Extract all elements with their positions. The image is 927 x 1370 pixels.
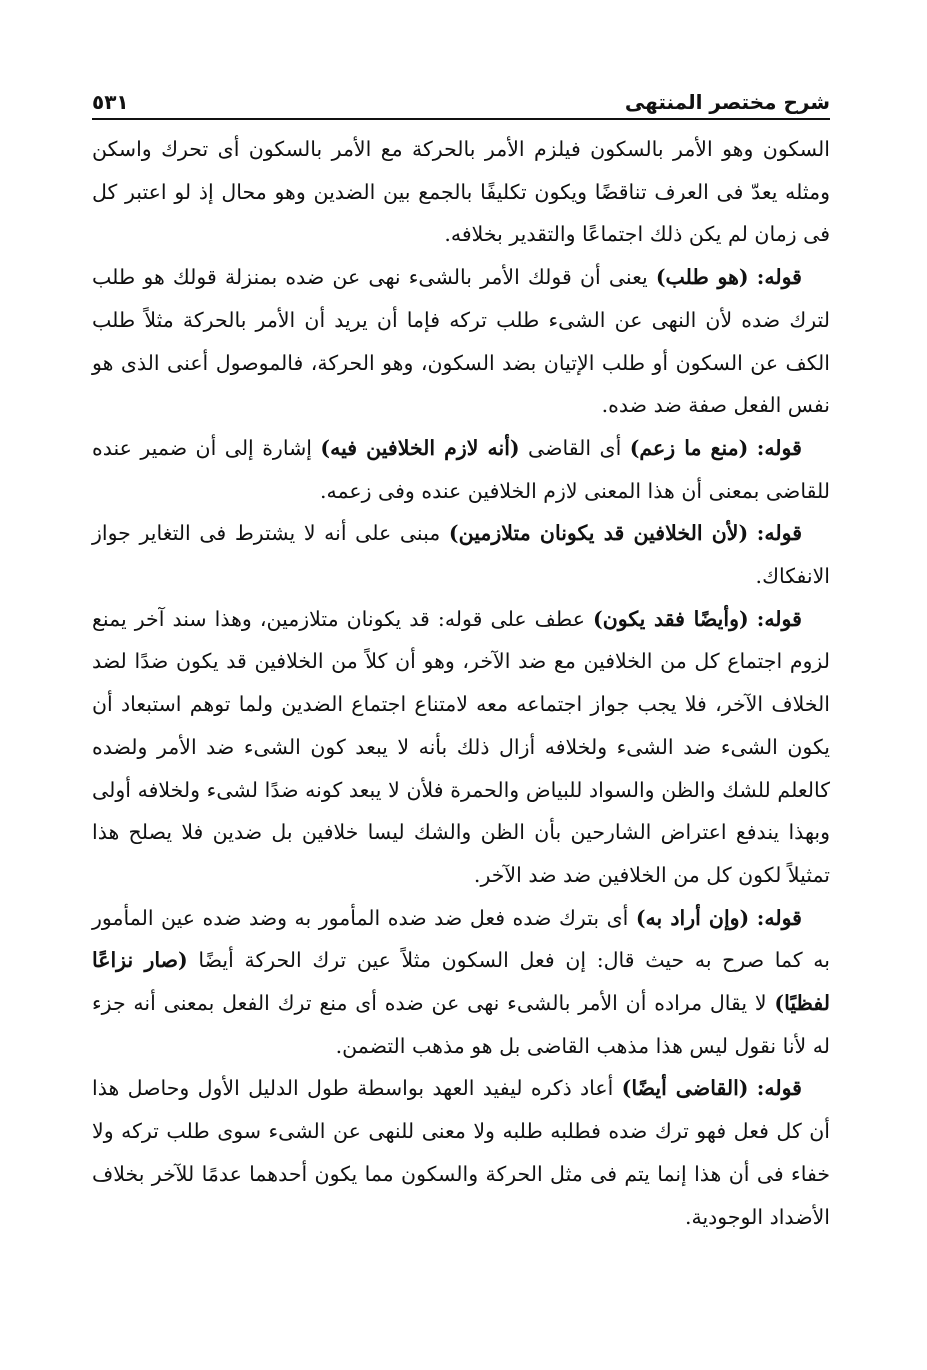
running-title: شرح مختصر المنتهى [624,90,830,114]
paragraph-text: مبنى على أنه لا يشترط فى التغاير جواز الانفكاك. [92,521,830,589]
paragraph-5 [92,598,830,897]
paragraph-1 [92,128,830,256]
paragraph-lead: قوله: [756,521,802,546]
paragraph-lead: قوله: [756,1076,802,1101]
paragraph-2 [92,256,830,427]
paragraph-text-2: إشارة إلى أن ضمير عنده للقاضى بمعنى أن هذا المعنى لازم الخلافين عنده وفى زعمه. [92,435,830,503]
paragraph-3 [92,427,830,512]
paragraph-6 [92,897,830,1068]
paragraph-text: أى بترك ضده فعل ضد ضده المأمور به وضد ضده عين المأمور به كما صرح به حيث قال: إن فعل السكون مثلاً عين ترك الحركة أيضًا [92,905,830,973]
paragraph-lead: قوله: [756,265,802,290]
paragraph-text: أى القاضى [528,435,622,460]
quoted-phrase: (القاضى أيضًا) [621,1076,749,1101]
book-page [92,84,830,1334]
paragraph-lead: قوله: [756,905,802,930]
quoted-phrase: (منع ما زعم) [629,435,749,460]
paragraph-lead: قوله: [756,606,802,631]
paragraph-text-2: لا يقال مراده أن الأمر بالشىء نهى عن ضده أى منع ترك الفعل بمعنى أنه جزء له لأنا نقول ليس هذا مذهب القاضى بل هو مذهب التضمن. [92,991,830,1058]
paragraph-lead: قوله: [756,435,802,460]
quoted-phrase-2: (أنه لازم الخلافين فيه) [320,435,520,460]
paragraph-4 [92,512,830,597]
page-number: ٥٣١ [92,90,129,114]
paragraph-text: يعنى أن قولك الأمر بالشىء نهى عن ضده بمنزلة قولك هو طلب لترك ضده لأن النهى عن الشىء طلب تركه فإما أن يريد أن الأمر بالحركة مثلاً طلب الكف عن السكون أو طلب الإتيان بضد السكون، وهو الحركة، فالموصول أعنى الذى هو نفس الفعل صفة ضد ضده. [92,265,830,418]
paragraph-7 [92,1067,830,1238]
paragraph-text: السكون وهو الأمر بالسكون فيلزم الأمر بالحركة مع الأمر بالسكون أى تحرك واسكن ومثله يعدّ فى العرف تناقضًا ويكون تكليفًا بالجمع بين الضدين وهو محال إذ لو اعتبر كل فى زمان لم يكن ذلك اجتماعًا والتقدير بخلافه. [92,137,830,247]
quoted-phrase: (وأيضًا فقد يكون) [593,606,749,631]
quoted-phrase-2: (صار نزاعًا لفظيًا) [92,948,830,1016]
quoted-phrase: (لأن الخلافين قد يكونان متلازمين) [448,521,749,546]
header-rule [92,118,830,120]
commentary-text [92,128,830,1238]
paragraph-text: أعاد ذكره ليفيد العهد بواسطة طول الدليل الأول وحاصل هذا أن كل فعل فهو ترك ضده فطلبه طلبه ولا معنى للنهى عن الشىء سوى طلب تركه ولا خفاء فى أن هذا إنما يتم فى مثل الحركة والسكون مما يكون أحدهما عدمًا للآخر بخلاف الأضداد الوجودية. [92,1076,830,1229]
running-header [92,84,830,118]
paragraph-text: عطف على قوله: قد يكونان متلازمين، وهذا سند آخر يمنع لزوم اجتماع كل من الخلافين مع ضد الآخر، وهو أن كلاً من الخلافين قد يكون ضدًا لضد الخلاف الآخر، فلا يجب جواز اجتماعه معه لامتناع اجتماع الضدين ولما توهم استبعاد أن يكون الشىء ضد الشىء ولخلافه أزال ذلك بأنه لا يبعد كون الشىء ضد الأمر ولضده كالعلم للشك والظن والسواد للبياض والحمرة فلأن لا يبعد كونه ضدًا لشىء ولخلافه أولى وبهذا يندفع اعتراض الشارحين بأن الظن والشك ليسا خلافين بل ضدين فلا يصلح هذا تمثيلاً لكون كل من الخلافين ضد ضد الآخر. [92,606,830,887]
quoted-phrase: (وإن أراد به) [635,905,750,930]
quoted-phrase: (هو طلب) [655,265,749,290]
